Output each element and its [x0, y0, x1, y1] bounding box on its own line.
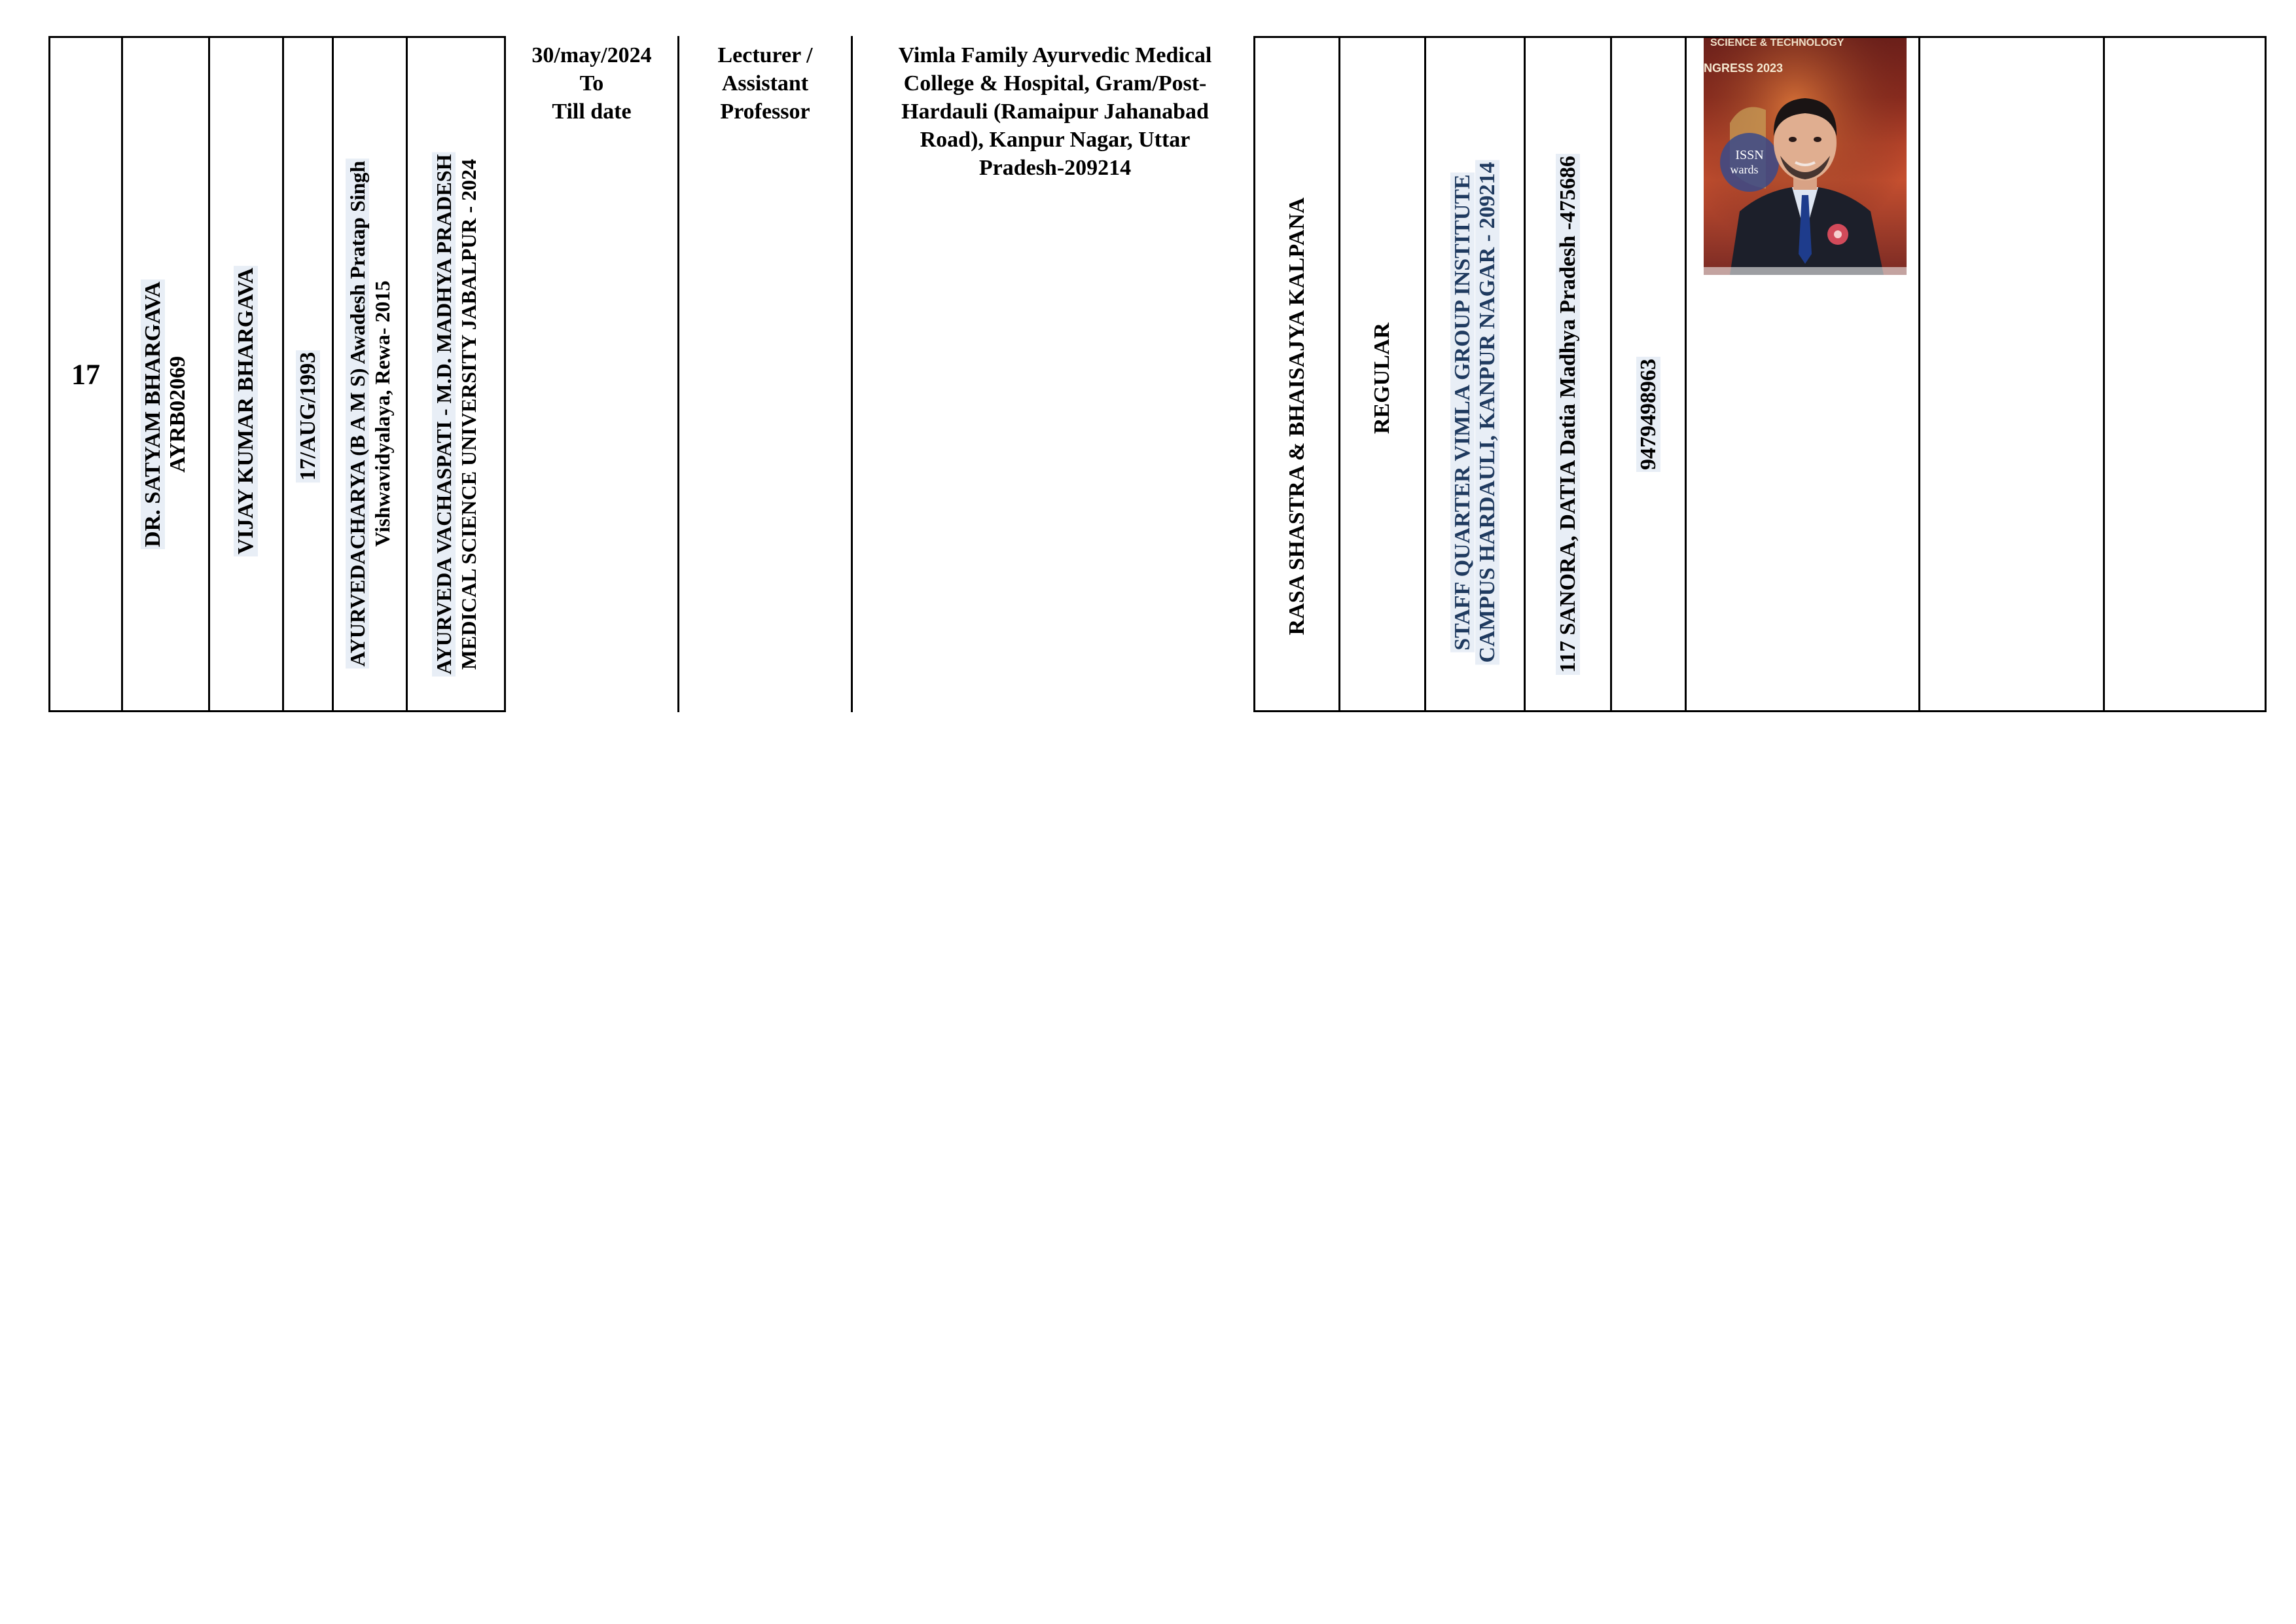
- svg-text:wards: wards: [1730, 163, 1759, 176]
- department: RASA SHASTRA & BHAISAJYA KALPANA: [1284, 197, 1309, 636]
- service-period: 30/may/2024 To Till date: [531, 43, 652, 124]
- date-of-birth: 17/AUG/1993: [296, 350, 320, 482]
- permanent-address-cell: [1526, 36, 1612, 712]
- appointment-type-cell: [1340, 36, 1426, 712]
- blank-cell: [2105, 36, 2267, 712]
- pg-qualification-line1: AYURVEDA VACHASPATI - M.D. MADHYA PRADESH: [432, 152, 456, 676]
- serial-no: 17: [71, 358, 100, 390]
- faculty-record-row: [48, 36, 2267, 712]
- name-cell: [123, 36, 210, 712]
- ug-qualification-line1: AYURVEDACHARYA (B A M S) Awadesh Pratap Singh: [346, 159, 369, 669]
- blank-cell: [1920, 36, 2105, 712]
- dob-cell: [284, 36, 334, 712]
- father-name-cell: [210, 36, 284, 712]
- mobile-cell: [1612, 36, 1687, 712]
- father-name: VIJAY KUMAR BHARGAVA: [234, 266, 258, 556]
- svg-text:NGRESS 2023: NGRESS 2023: [1704, 62, 1784, 75]
- svg-text:ISSN: ISSN: [1735, 148, 1764, 162]
- photo-cell: [1687, 36, 1920, 712]
- faculty-name: DR. SATYAM BHARGAVA: [141, 280, 165, 549]
- present-address-line1: STAFF QUARTER VIMLA GROUP INSTITUTE: [1450, 172, 1475, 652]
- period-cell: [506, 36, 677, 712]
- present-address-line2: CAMPUS HARDAULI, KANPUR NAGAR - 209214: [1475, 160, 1499, 665]
- faculty-photo: [1704, 38, 1907, 275]
- serial-no-cell: [48, 36, 123, 712]
- pg-qualification-line2: MEDICAL SCIENCE UNIVERSITY JABALPUR - 2024: [456, 158, 480, 670]
- department-cell: [1253, 36, 1340, 712]
- ug-qualification-cell: [334, 36, 408, 712]
- mobile-number: 9479498963: [1636, 357, 1660, 472]
- designation: Lecturer / Assistant Professor: [717, 43, 813, 124]
- pg-qualification-cell: [408, 36, 506, 712]
- appointment-type: REGULAR: [1370, 322, 1394, 435]
- svg-text:SCIENCE & TECHNOLOGY: SCIENCE & TECHNOLOGY: [1710, 38, 1844, 48]
- college-address: Vimla Family Ayurvedic Medical College & Hospital, Gram/Post- Hardauli (Ramaipur Jahanabad Road), Kanpur Nagar, Uttar Pradesh-209214: [898, 43, 1212, 180]
- ug-qualification-line2: Vishwavidyalaya, Rewa- 2015: [370, 280, 394, 547]
- registration-no: AYRB02069: [166, 355, 190, 473]
- college-cell: [853, 36, 1257, 712]
- present-address-cell: [1426, 36, 1526, 712]
- permanent-address: 117 SANORA, DATIA Datia Madhya Pradesh -475686: [1556, 154, 1580, 675]
- faculty-photo-illustration: [1704, 38, 1907, 275]
- designation-cell: [679, 36, 851, 712]
